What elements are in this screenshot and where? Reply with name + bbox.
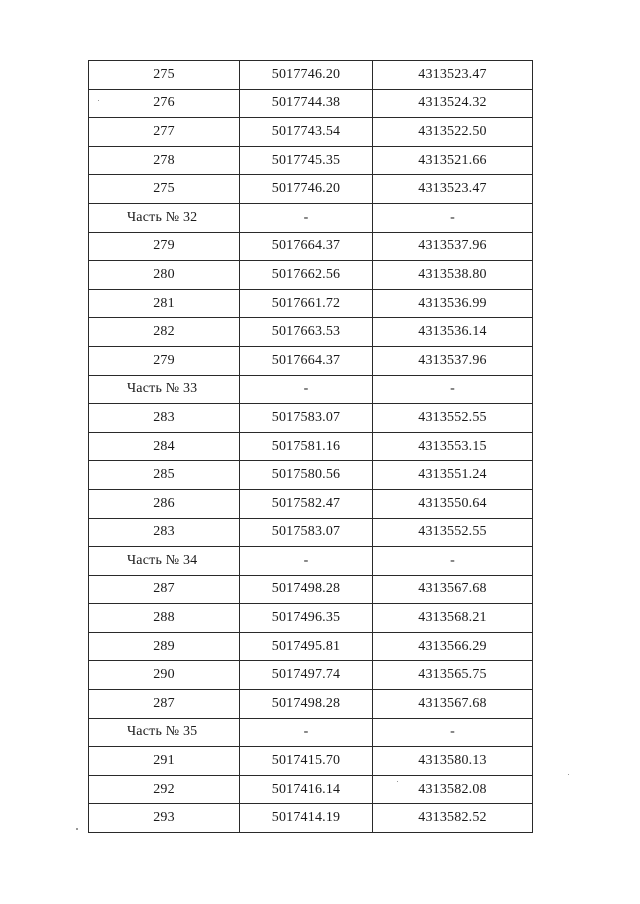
y-coordinate-cell: 4313566.29 — [373, 632, 533, 661]
y-coordinate-cell: 4313521.66 — [373, 146, 533, 175]
table-row — [89, 575, 533, 604]
point-number-cell: 278 — [89, 146, 240, 175]
part-header-row — [89, 547, 533, 576]
y-coordinate-cell: 4313582.08 — [373, 775, 533, 804]
point-number-cell: 287 — [89, 690, 240, 719]
y-coordinate-cell: 4313552.55 — [373, 404, 533, 433]
point-number-cell: 283 — [89, 404, 240, 433]
x-coordinate-cell: 5017664.37 — [240, 346, 373, 375]
table-row — [89, 118, 533, 147]
part-header-row — [89, 718, 533, 747]
y-coordinate-cell: 4313537.96 — [373, 346, 533, 375]
point-number-cell: 292 — [89, 775, 240, 804]
part-header-row — [89, 203, 533, 232]
point-number-cell: 275 — [89, 61, 240, 90]
coordinates-table-body — [89, 61, 533, 833]
table-row — [89, 432, 533, 461]
x-coordinate-cell: - — [240, 547, 373, 576]
table-row — [89, 632, 533, 661]
table-row — [89, 146, 533, 175]
y-coordinate-cell: - — [373, 718, 533, 747]
point-number-cell: 286 — [89, 489, 240, 518]
point-number-cell: 279 — [89, 232, 240, 261]
point-number-cell: 284 — [89, 432, 240, 461]
point-number-cell: 280 — [89, 261, 240, 290]
x-coordinate-cell: 5017580.56 — [240, 461, 373, 490]
table-row — [89, 232, 533, 261]
table-row — [89, 604, 533, 633]
point-number-cell: 291 — [89, 747, 240, 776]
point-number-cell: 276 — [89, 89, 240, 118]
point-number-cell: 282 — [89, 318, 240, 347]
part-label-cell: Часть № 33 — [89, 375, 240, 404]
x-coordinate-cell: 5017743.54 — [240, 118, 373, 147]
y-coordinate-cell: - — [373, 203, 533, 232]
table-row — [89, 175, 533, 204]
coordinates-table — [88, 60, 533, 833]
table-row — [89, 775, 533, 804]
table-row — [89, 690, 533, 719]
table-row — [89, 289, 533, 318]
x-coordinate-cell: 5017583.07 — [240, 404, 373, 433]
x-coordinate-cell: 5017414.19 — [240, 804, 373, 833]
part-header-row — [89, 375, 533, 404]
x-coordinate-cell: 5017661.72 — [240, 289, 373, 318]
scan-speck — [397, 781, 398, 782]
table-row — [89, 747, 533, 776]
x-coordinate-cell: - — [240, 375, 373, 404]
x-coordinate-cell: 5017744.38 — [240, 89, 373, 118]
point-number-cell: 283 — [89, 518, 240, 547]
y-coordinate-cell: 4313553.15 — [373, 432, 533, 461]
y-coordinate-cell: 4313552.55 — [373, 518, 533, 547]
x-coordinate-cell: 5017416.14 — [240, 775, 373, 804]
y-coordinate-cell: 4313524.32 — [373, 89, 533, 118]
y-coordinate-cell: 4313567.68 — [373, 690, 533, 719]
part-label-cell: Часть № 35 — [89, 718, 240, 747]
x-coordinate-cell: 5017497.74 — [240, 661, 373, 690]
scan-speck — [98, 100, 99, 101]
x-coordinate-cell: 5017498.28 — [240, 575, 373, 604]
y-coordinate-cell: 4313568.21 — [373, 604, 533, 633]
x-coordinate-cell: - — [240, 203, 373, 232]
table-row — [89, 261, 533, 290]
point-number-cell: 275 — [89, 175, 240, 204]
point-number-cell: 285 — [89, 461, 240, 490]
table-row — [89, 404, 533, 433]
point-number-cell: 279 — [89, 346, 240, 375]
x-coordinate-cell: 5017496.35 — [240, 604, 373, 633]
x-coordinate-cell: 5017415.70 — [240, 747, 373, 776]
scan-speck — [568, 774, 569, 775]
table-row — [89, 346, 533, 375]
point-number-cell: 288 — [89, 604, 240, 633]
y-coordinate-cell: 4313550.64 — [373, 489, 533, 518]
y-coordinate-cell: 4313551.24 — [373, 461, 533, 490]
y-coordinate-cell: - — [373, 547, 533, 576]
table-row — [89, 804, 533, 833]
point-number-cell: 281 — [89, 289, 240, 318]
y-coordinate-cell: 4313537.96 — [373, 232, 533, 261]
table-row — [89, 518, 533, 547]
x-coordinate-cell: 5017582.47 — [240, 489, 373, 518]
y-coordinate-cell: 4313523.47 — [373, 175, 533, 204]
table-row — [89, 89, 533, 118]
table-row — [89, 661, 533, 690]
part-label-cell: Часть № 34 — [89, 547, 240, 576]
y-coordinate-cell: 4313536.99 — [373, 289, 533, 318]
table-row — [89, 61, 533, 90]
x-coordinate-cell: 5017745.35 — [240, 146, 373, 175]
table-row — [89, 318, 533, 347]
y-coordinate-cell: 4313567.68 — [373, 575, 533, 604]
y-coordinate-cell: 4313565.75 — [373, 661, 533, 690]
point-number-cell: 289 — [89, 632, 240, 661]
x-coordinate-cell: - — [240, 718, 373, 747]
part-label-cell: Часть № 32 — [89, 203, 240, 232]
y-coordinate-cell: 4313582.52 — [373, 804, 533, 833]
y-coordinate-cell: 4313523.47 — [373, 61, 533, 90]
y-coordinate-cell: 4313522.50 — [373, 118, 533, 147]
x-coordinate-cell: 5017498.28 — [240, 690, 373, 719]
x-coordinate-cell: 5017664.37 — [240, 232, 373, 261]
y-coordinate-cell: 4313536.14 — [373, 318, 533, 347]
point-number-cell: 290 — [89, 661, 240, 690]
x-coordinate-cell: 5017581.16 — [240, 432, 373, 461]
y-coordinate-cell: - — [373, 375, 533, 404]
point-number-cell: 277 — [89, 118, 240, 147]
point-number-cell: 287 — [89, 575, 240, 604]
x-coordinate-cell: 5017746.20 — [240, 61, 373, 90]
y-coordinate-cell: 4313538.80 — [373, 261, 533, 290]
x-coordinate-cell: 5017583.07 — [240, 518, 373, 547]
table-row — [89, 461, 533, 490]
x-coordinate-cell: 5017663.53 — [240, 318, 373, 347]
x-coordinate-cell: 5017495.81 — [240, 632, 373, 661]
table-row — [89, 489, 533, 518]
y-coordinate-cell: 4313580.13 — [373, 747, 533, 776]
x-coordinate-cell: 5017746.20 — [240, 175, 373, 204]
scan-speck — [76, 828, 78, 830]
x-coordinate-cell: 5017662.56 — [240, 261, 373, 290]
point-number-cell: 293 — [89, 804, 240, 833]
